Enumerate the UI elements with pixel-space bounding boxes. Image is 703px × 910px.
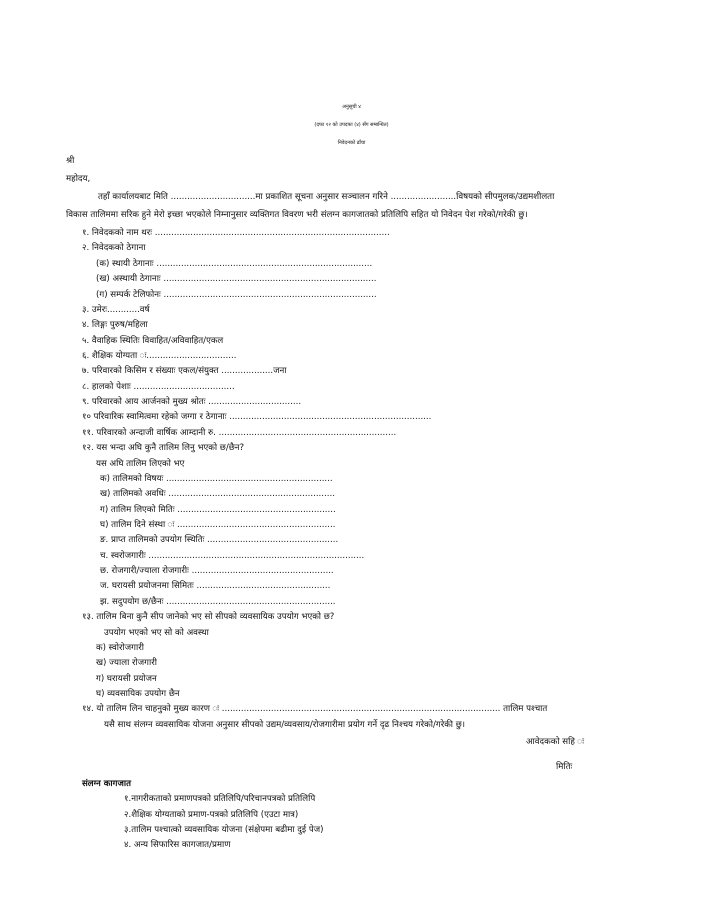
item-address-temporary: (ख) अस्थायी ठेगानाः ..............................................................................: [96, 274, 377, 284]
item-address-permanent: (क) स्थायी ठेगानाः ...............................................................................: [96, 259, 373, 269]
item-training-usage: ङ. प्राप्त तालिमको उपयोग स्थितिः ................................................: [100, 535, 339, 545]
attachments-heading: संलग्न कागजात: [82, 779, 131, 789]
schedule-title: अनुसूची ४: [342, 104, 361, 110]
item-skill-without-training: १३. तालिम बिना कुनै सीप जानेको भए सो सीपको व्यवसायिक उपयोग भएको छ?: [82, 612, 335, 622]
item-annual-income: ११. परिवारको अन्दाजी वार्षिक आम्दानी रु. .................................................................: [82, 428, 397, 438]
schedule-subtitle: (दफा १२ को उपदफा (४) सँग सम्बन्धित): [314, 122, 389, 128]
item-self-employment: च. स्वरोजगारीः ...............................................................................: [100, 551, 365, 561]
attachment-other: ४. अन्य सिफारिस कागजात/प्रमाण: [124, 840, 231, 850]
item-marital-status: ५. वैवाहिक स्थितिः विवाहित/अविवाहित/एकल: [82, 336, 224, 346]
item-commitment: यसै साथ संलग्न व्यवसायिक योजना अनुसार सीपको उद्यम/व्यवसाय/रोजगारीमा प्रयोग गर्ने दृढ निश्चय गरेको/गरेकी छु।: [104, 720, 466, 730]
item-contact-phone: (ग) सम्पर्क टेलिफोनः ..............................................................................: [96, 290, 377, 300]
item-gender: ४. लिङ्गः पुरुष/महिला: [82, 320, 148, 330]
item-family-type: ७. परिवारको किसिम र संख्याः एकल/संयुक्त ...................जना: [82, 366, 287, 376]
salutation-shri: श्री: [66, 156, 75, 166]
item-proper-use: झ. सदुपयोग छ/छैनः ..............................................................: [100, 597, 336, 607]
item-education: ६. शैक्षिक योग्यता ः.................................: [82, 351, 237, 361]
intro-line-2: विकास तालिममा सरिक हुने मेरो इच्छा भएकोले निम्नानुसार व्यक्तिगत विवरण भरी संलग्न कागजातको प्रतिलिपि सहित यो निवेदन पेश गरेको/गरेकी छु।: [66, 210, 528, 220]
item-training-provider: घ) तालिम दिने संस्था ः ..........................................................: [100, 520, 336, 530]
attachment-business-plan: ३.तालिम पश्चात्को व्यवसायिक योजना (संक्षेपमा बढीमा दुई पेज): [124, 825, 324, 835]
item-previous-training: १२. यस भन्दा अघि कुनै तालिम लिनु भएको छ/छैन?: [82, 443, 245, 453]
item-family-land: १० परिवारिक स्वामित्वमा रहेको जग्गा र ठेगानाः ..........................................................................: [82, 412, 432, 422]
item-age: ३. उमेरः............वर्ष: [82, 305, 150, 315]
attachment-education: २.शैक्षिक योग्यताको प्रमाण-पत्रको प्रतिलिपि (एउटा मात्र): [124, 810, 299, 820]
attachment-citizenship: १.नागरीकताको प्रमाणपत्रको प्रतिलिपि/परिचानपत्रको प्रतिलिपि: [124, 794, 316, 804]
item-usage-none: घ) व्यवसायिक उपयोग छैन: [96, 689, 180, 699]
intro-line-1: तहाँ कार्यालयबाट मिति ...............................मा प्रकाशित सूचना अनुसार सञ्चालन गरिने ........................विषयको सीपमुलक/उद्यमशीलता: [98, 192, 555, 202]
item-training-subject: क) तालिमको विषयः .............................................................: [100, 474, 333, 484]
item-usage-self-employment: क) स्वोरोजगारी: [96, 643, 144, 653]
item-usage-wage-employment: ख) ज्याला रोजगारी: [96, 658, 157, 668]
signature-date-label: मितिः: [556, 762, 573, 772]
item-usage-household: ग) घरायसी प्रयोजन: [96, 674, 157, 684]
item-training-duration: ख) तालिमको अवधिः .............................................................: [100, 489, 335, 499]
item-training-date: ग) तालिम लिएको मितिः ..........................................................: [100, 505, 336, 515]
item-usage-status-intro: उपयोग भएको भए सो को अवस्था: [104, 628, 209, 638]
item-income-source: ९. परिवारको आय आर्जनको मुख्य श्रोतः ..................................: [82, 397, 302, 407]
item-main-reason: १४. यो तालिम लिन चाहनुको मुख्य कारण ः ...................................................................................................... तालिम पश्चात: [82, 704, 548, 714]
item-wage-employment: छ. रोजगारी/ज्याला रोजगारीः ....................................................: [100, 566, 334, 576]
item-occupation: ८. हालको पेशाः .....................................: [82, 382, 235, 392]
item-household-use: ज. घरायसी प्रयोजनमा सिमितः .................................................: [100, 581, 331, 591]
salutation-mahodaya: महोदय,: [66, 174, 91, 184]
applicant-signature-label: आवेदकको सहि ः: [526, 737, 584, 747]
item-name: १. निवेदकको नाम थरः ......................................................................................: [82, 228, 390, 238]
item-previous-training-intro: यस अघि तालिम लिएको भए: [96, 459, 185, 469]
item-address: २. निवेदकको ठेगाना: [82, 243, 146, 253]
form-name: निवेदनको ढाँचा: [337, 140, 366, 146]
